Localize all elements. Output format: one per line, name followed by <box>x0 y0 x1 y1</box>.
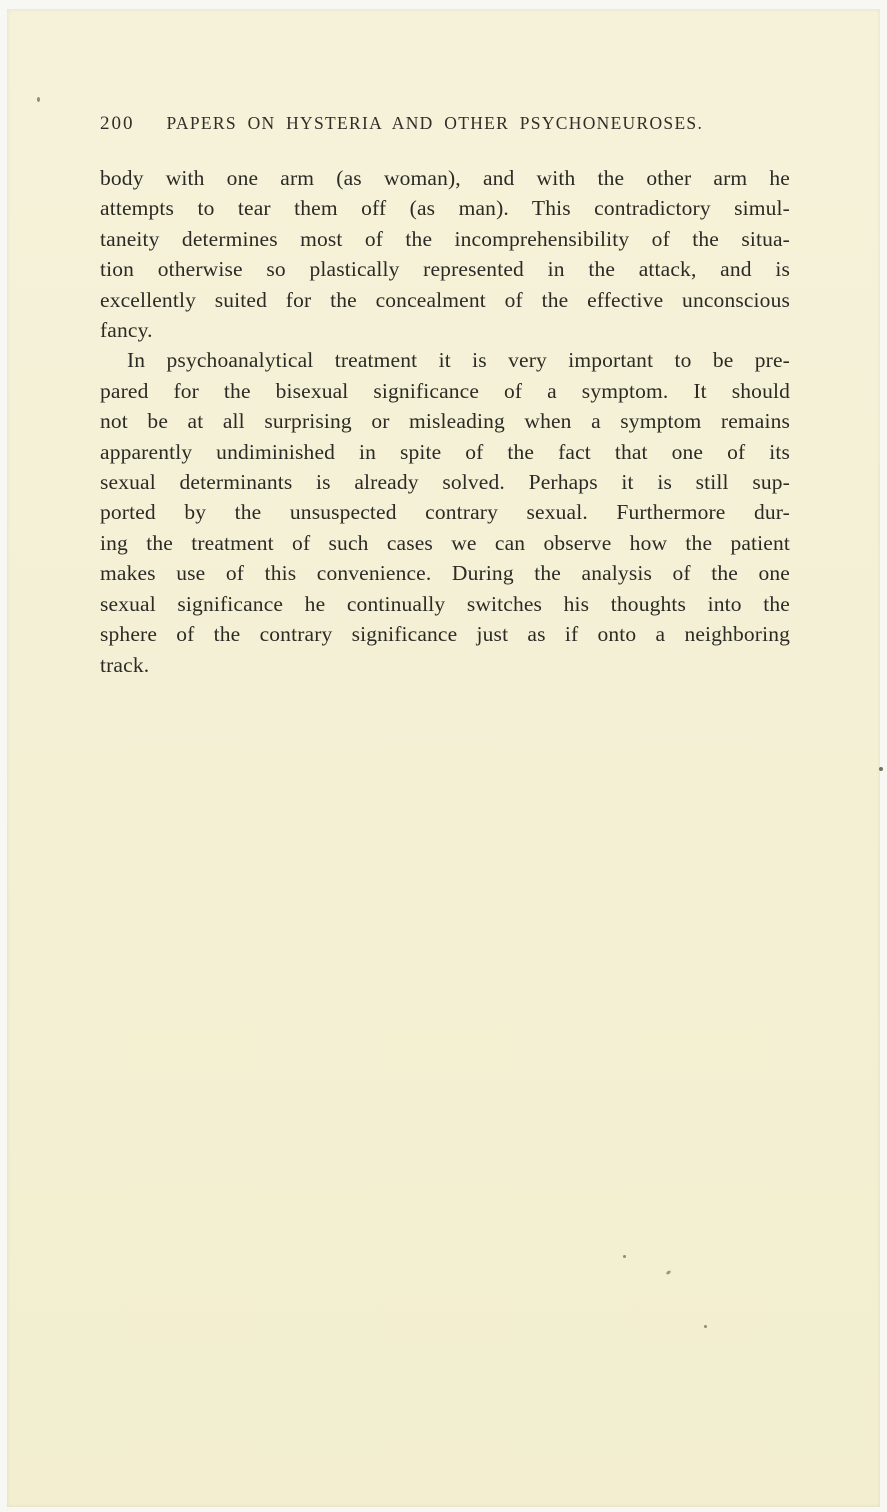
text-line: not be at all surprising or misleading when a symptom remains <box>100 409 790 434</box>
running-header <box>100 113 790 135</box>
text-line: pared for the bisexual significance of a symptom. It should <box>100 378 790 403</box>
text-line: tion otherwise so plastically represented in the attack, and is <box>100 257 790 282</box>
text-line: sphere of the contrary significance just as if onto a neighboring <box>100 622 790 647</box>
text-line: In psychoanalytical treatment it is very important to be pre- <box>127 348 790 373</box>
text-line: makes use of this convenience. During the analysis of the one <box>100 561 790 586</box>
scan-speck <box>704 1325 707 1328</box>
scan-speck <box>37 97 40 102</box>
text-line: taneity determines most of the incomprehensibility of the situa- <box>100 226 790 251</box>
text-line: body with one arm (as woman), and with the other arm he <box>100 166 790 190</box>
paragraph-1 <box>100 163 790 345</box>
text-line: ported by the unsuspected contrary sexual. Furthermore dur- <box>100 500 790 525</box>
paragraph-2 <box>100 345 790 679</box>
text-line: track. <box>100 652 150 677</box>
scan-speck <box>666 1270 672 1275</box>
text-line: sexual significance he continually switches his thoughts into the <box>100 591 790 616</box>
text-line: attempts to tear them off (as man). This contradictory simul- <box>100 196 790 221</box>
body-text <box>100 163 790 680</box>
book-page <box>7 9 880 1507</box>
text-line: excellently suited for the concealment of the effective unconscious <box>100 287 790 312</box>
text-line: fancy. <box>100 318 153 343</box>
scan-speck <box>623 1255 626 1258</box>
running-title: PAPERS ON HYSTERIA AND OTHER PSYCHONEUROSES. <box>166 113 704 133</box>
page-number: 200 <box>100 113 135 134</box>
scan-speck <box>879 767 883 771</box>
text-line: ing the treatment of such cases we can observe how the patient <box>100 530 790 555</box>
text-line: apparently undiminished in spite of the fact that one of its <box>100 439 790 464</box>
text-line: sexual determinants is already solved. Perhaps it is still sup- <box>100 470 790 495</box>
